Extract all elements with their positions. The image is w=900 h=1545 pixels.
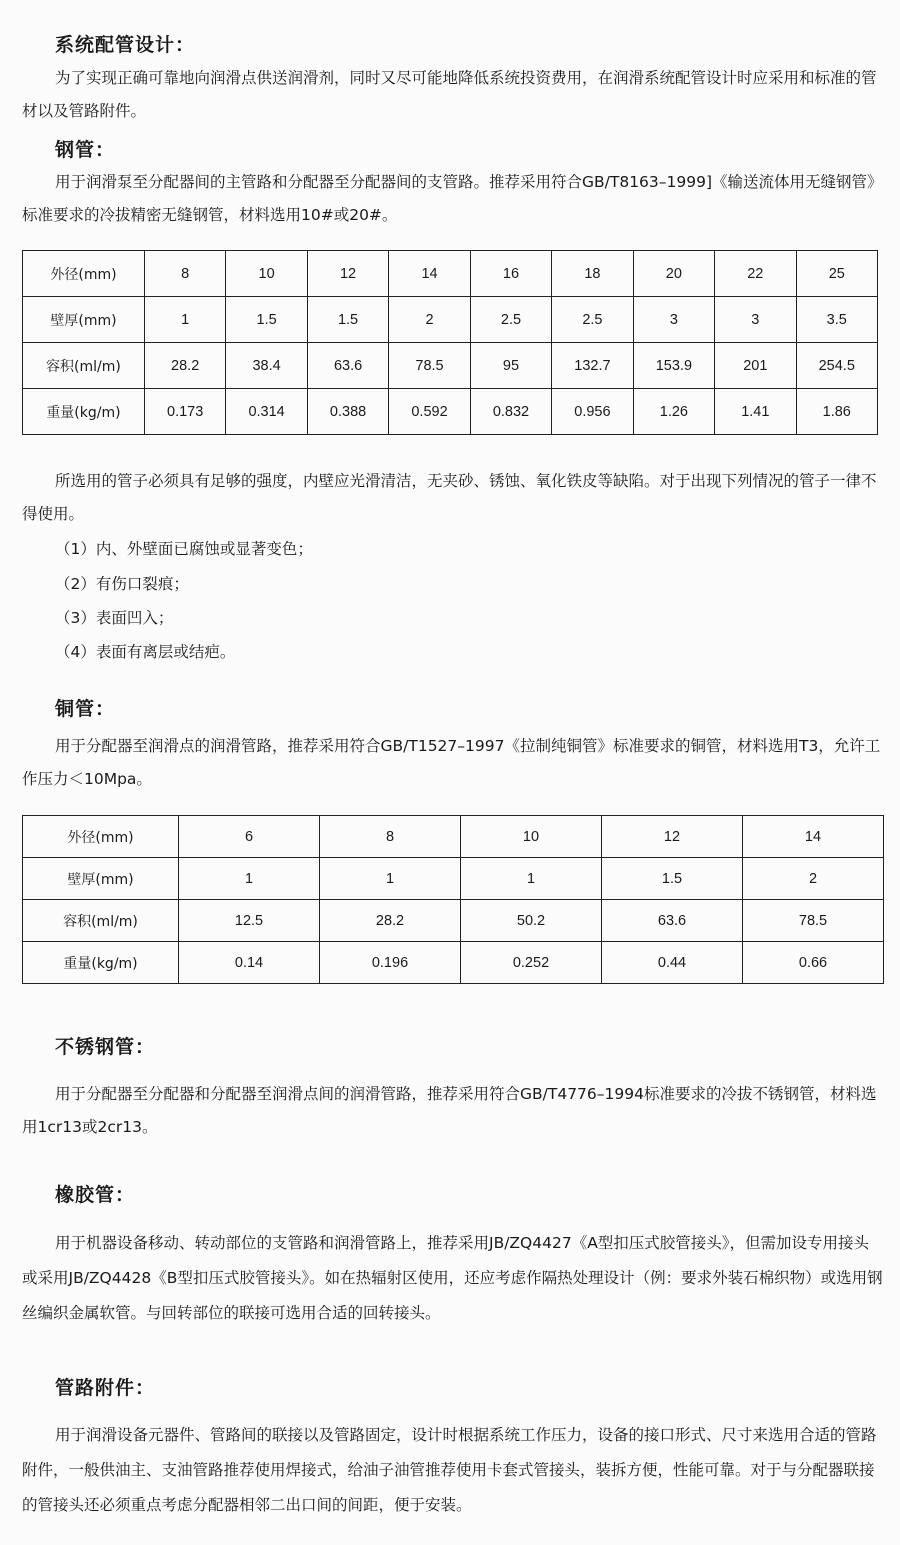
table-cell: 63.6 [602, 900, 743, 942]
table-cell: 0.388 [307, 389, 388, 435]
table-cell: 14 [389, 251, 470, 297]
copper-pipe-spec-table [22, 815, 884, 984]
table-row [23, 816, 884, 858]
pipe-fittings-heading: 管路附件： [55, 1377, 156, 1399]
row-label: 重量(kg/m) [23, 942, 179, 984]
table-cell: 95 [470, 343, 551, 389]
table-cell: 12 [602, 816, 743, 858]
row-label: 重量(kg/m) [23, 389, 145, 435]
row-label: 外径(mm) [23, 251, 145, 297]
table-cell: 1.5 [226, 297, 307, 343]
table-cell: 28.2 [320, 900, 461, 942]
row-label: 壁厚(mm) [23, 297, 145, 343]
list-item: （1）内、外壁面已腐蚀或显著变色； [55, 540, 313, 558]
table-cell: 1.5 [602, 858, 743, 900]
table-cell: 25 [796, 251, 877, 297]
table-row [23, 251, 878, 297]
table-cell: 78.5 [389, 343, 470, 389]
table-cell: 78.5 [743, 900, 884, 942]
table-cell: 8 [320, 816, 461, 858]
table-cell: 1.5 [307, 297, 388, 343]
table-row [23, 942, 884, 984]
table-row [23, 389, 878, 435]
list-item: （4）表面有离层或结疤。 [55, 643, 236, 661]
pipe-fittings-text: 用于润滑设备元器件、管路间的联接以及管路固定，设计时根据系统工作压力，设备的接口形式、尺寸来选用合适的管路附件，一般供油主、支油管路推荐使用焊接式，给油子油管推荐使用卡套式管接头，装拆方便，性能可靠。对于与分配器联接的管接头还必须重点考虑分配器相邻二出口间的间距，便于安装。 [22, 1426, 877, 1514]
table-cell: 1 [144, 297, 225, 343]
table-cell: 18 [552, 251, 633, 297]
list-item: （2）有伤口裂痕； [55, 575, 189, 593]
table-cell: 0.832 [470, 389, 551, 435]
steel-pipe-text: 用于润滑泵至分配器间的主管路和分配器至分配器间的支管路。推荐采用符合GB/T8163–1999]《输送流体用无缝钢管》标准要求的冷拔精密无缝钢管，材料选用10#或20#。 [22, 173, 883, 224]
row-label: 容积(ml/m) [23, 900, 179, 942]
table-cell: 50.2 [461, 900, 602, 942]
list-item: （3）表面凹入； [55, 609, 174, 627]
rubber-hose-heading: 橡胶管： [55, 1184, 136, 1206]
table-cell: 2 [743, 858, 884, 900]
system-piping-text: 为了实现正确可靠地向润滑点供送润滑剂，同时又尽可能地降低系统投资费用，在润滑系统配管设计时应采用和标准的管材以及管路附件。 [22, 69, 877, 120]
steel-pipe-requirement: 所选用的管子必须具有足够的强度，内壁应光滑清洁，无夹砂、锈蚀、氧化铁皮等缺陷。对于出现下列情况的管子一律不得使用。 [22, 472, 877, 523]
table-row [23, 900, 884, 942]
table-cell: 0.956 [552, 389, 633, 435]
copper-pipe-text: 用于分配器至润滑点的润滑管路，推荐采用符合GB/T1527–1997《拉制纯铜管》标准要求的铜管，材料选用T3，允许工作压力＜10Mpa。 [22, 737, 881, 788]
table-cell: 0.592 [389, 389, 470, 435]
table-cell: 10 [461, 816, 602, 858]
table-cell: 1 [179, 858, 320, 900]
stainless-pipe-text: 用于分配器至分配器和分配器至润滑点间的润滑管路，推荐采用符合GB/T4776–1994标准要求的冷拔不锈钢管，材料选用1cr13或2cr13。 [22, 1085, 877, 1136]
table-row [23, 297, 878, 343]
table-cell: 28.2 [144, 343, 225, 389]
table-cell: 254.5 [796, 343, 877, 389]
table-cell: 1.26 [633, 389, 714, 435]
table-cell: 0.196 [320, 942, 461, 984]
table-cell: 1.41 [715, 389, 796, 435]
system-piping-heading: 系统配管设计： [55, 34, 196, 56]
table-cell: 3.5 [796, 297, 877, 343]
table-cell: 14 [743, 816, 884, 858]
table-cell: 1 [461, 858, 602, 900]
table-cell: 3 [715, 297, 796, 343]
table-cell: 20 [633, 251, 714, 297]
table-cell: 0.44 [602, 942, 743, 984]
table-cell: 38.4 [226, 343, 307, 389]
row-label: 容积(ml/m) [23, 343, 145, 389]
table-cell: 0.173 [144, 389, 225, 435]
copper-pipe-heading: 铜管： [55, 698, 116, 720]
row-label: 壁厚(mm) [23, 858, 179, 900]
table-cell: 132.7 [552, 343, 633, 389]
table-cell: 3 [633, 297, 714, 343]
table-cell: 1.86 [796, 389, 877, 435]
table-cell: 12 [307, 251, 388, 297]
steel-pipe-heading: 钢管： [55, 139, 116, 161]
table-cell: 12.5 [179, 900, 320, 942]
stainless-pipe-heading: 不锈钢管： [55, 1036, 156, 1058]
table-cell: 63.6 [307, 343, 388, 389]
table-cell: 1 [320, 858, 461, 900]
table-cell: 201 [715, 343, 796, 389]
table-cell: 0.14 [179, 942, 320, 984]
table-row [23, 343, 878, 389]
table-cell: 10 [226, 251, 307, 297]
table-cell: 16 [470, 251, 551, 297]
table-cell: 0.252 [461, 942, 602, 984]
table-cell: 153.9 [633, 343, 714, 389]
table-cell: 6 [179, 816, 320, 858]
table-cell: 2 [389, 297, 470, 343]
table-cell: 0.66 [743, 942, 884, 984]
steel-pipe-spec-table [22, 250, 878, 435]
row-label: 外径(mm) [23, 816, 179, 858]
rubber-hose-text: 用于机器设备移动、转动部位的支管路和润滑管路上，推荐采用JB/ZQ4427《A型扣压式胶管接头》，但需加设专用接头或采用JB/ZQ4428《B型扣压式胶管接头》。如在热辐射区使用，还应考虑作隔热处理设计（例：要求外装石棉织物）或选用钢丝编织金属软管。与回转部位的联接可选用合适的回转接头。 [22, 1234, 883, 1322]
table-row [23, 858, 884, 900]
table-cell: 2.5 [552, 297, 633, 343]
table-cell: 22 [715, 251, 796, 297]
table-cell: 8 [144, 251, 225, 297]
table-cell: 2.5 [470, 297, 551, 343]
table-cell: 0.314 [226, 389, 307, 435]
